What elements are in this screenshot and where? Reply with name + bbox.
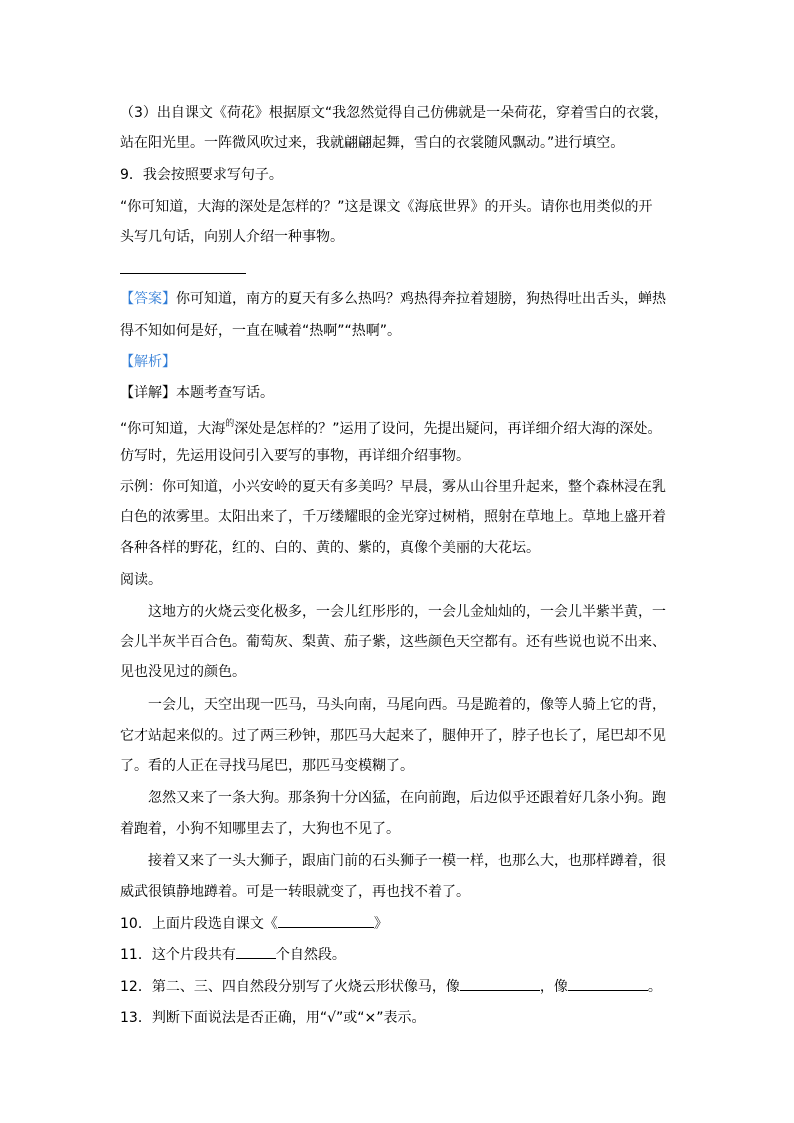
q10-line xyxy=(120,913,680,934)
answer-label: 【答案】 xyxy=(120,291,176,307)
q11-line xyxy=(120,944,680,965)
q10-blank[interactable] xyxy=(278,913,374,928)
q9-line-1: “你可知道，大海的深处是怎样的？”这是课文《海底世界》的开头。请你也用类似的开 xyxy=(120,199,653,215)
answer-line-2: 得不知如何是好，一直在喊着“热啊”“热啊”。 xyxy=(120,323,402,339)
reading-p2-line-1: 一会儿，天空出现一匹马，马头向南，马尾向西。马是跪着的，像等人骑上它的背， xyxy=(148,697,666,713)
q10-suffix: 》 xyxy=(373,916,388,932)
q8-3-line-2: 站在阳光里。一阵微风吹过来，我就翩翩起舞，雪白的衣裳随风飘动。”进行填空。 xyxy=(120,135,625,151)
reading-p2-line-2: 它才站起来似的。过了两三秒钟，那匹马大起来了，腿伸开了，脖子也长了，尾巴却不见 xyxy=(120,728,666,744)
q12-suffix: 。 xyxy=(647,979,662,995)
example-line-3: 各种各样的野花，红的、白的、黄的、紫的，真像个美丽的大花坛。 xyxy=(120,540,540,556)
q12-line xyxy=(120,976,680,997)
q12-blank-2[interactable] xyxy=(568,976,648,991)
q10-prefix: 10．上面片段选自课文《 xyxy=(120,916,278,932)
reading-p4-line-2: 威武很镇静地蹲着。可是一转眼就变了，再也找不着了。 xyxy=(120,884,470,900)
q11-prefix: 11．这个片段共有 xyxy=(120,947,236,963)
q9-title: 9．我会按照要求写句子。 xyxy=(120,167,283,183)
reading-p3-line-2: 着跑着，小狗不知哪里去了，大狗也不见了。 xyxy=(120,821,400,837)
example-line-1: 示例：你可知道，小兴安岭的夏天有多美吗？早晨，雾从山谷里升起来，整个森林浸在乳 xyxy=(120,479,666,495)
q8-3-line-1: （3）出自课文《荷花》根据原文“我忽然觉得自己仿佛就是一朵荷花，穿着雪白的衣裳， xyxy=(120,105,669,121)
reading-p1-line-1: 这地方的火烧云变化极多，一会儿红彤彤的，一会儿金灿灿的，一会儿半紫半黄，一 xyxy=(148,604,666,620)
answer-blank-line xyxy=(120,273,246,274)
analysis-para-1-sup: 的 xyxy=(225,419,235,429)
q13-line: 13．判断下面说法是否正确，用“√”或“×”表示。 xyxy=(120,1010,426,1026)
analysis-para-1-a: “你可知道，大海 xyxy=(120,421,226,437)
analysis-para-1 xyxy=(120,419,680,441)
reading-p1-line-3: 见也没见过的颜色。 xyxy=(120,664,246,680)
q12-prefix: 12．第二、三、四自然段分别写了火烧云形状像马，像 xyxy=(120,979,460,995)
q12-blank-1[interactable] xyxy=(460,976,540,991)
reading-p4-line-1: 接着又来了一头大狮子，跟庙门前的石头狮子一模一样，也那么大，也那样蹲着，很 xyxy=(148,853,666,869)
analysis-para-2: 仿写时，先运用设问引入要写的事物，再详细介绍事物。 xyxy=(120,448,470,464)
q11-suffix: 个自然段。 xyxy=(275,947,346,963)
answer-line-1 xyxy=(120,289,680,309)
reading-title: 阅读。 xyxy=(120,572,162,588)
q11-blank[interactable] xyxy=(236,944,276,959)
reading-p3-line-1: 忽然又来了一条大狗。那条狗十分凶猛，在向前跑，后边似乎还跟着好几条小狗。跑 xyxy=(148,790,666,806)
q9-line-2: 头写几句话，向别人介绍一种事物。 xyxy=(120,229,344,245)
reading-p1-line-2: 会儿半灰半百合色。葡萄灰、梨黄、茄子紫，这些颜色天空都有。还有些说也说不出来、 xyxy=(120,634,666,650)
analysis-label: 【解析】 xyxy=(120,354,176,370)
analysis-detail: 【详解】本题考查写话。 xyxy=(120,385,274,401)
answer-text-1: 你可知道，南方的夏天有多么热吗？鸡热得奔拉着翅膀，狗热得吐出舌头，蝉热 xyxy=(176,291,666,307)
reading-p2-line-3: 了。看的人正在寻找马尾巴，那匹马变模糊了。 xyxy=(120,758,414,774)
example-line-2: 白色的浓雾里。太阳出来了，千万缕耀眼的金光穿过树梢，照射在草地上。草地上盛开着 xyxy=(120,509,666,525)
q12-middle: ，像 xyxy=(539,979,568,995)
analysis-para-1-b: 深处是怎样的？”运用了设问，先提出疑问，再详细介绍大海的深处。 xyxy=(234,421,662,437)
